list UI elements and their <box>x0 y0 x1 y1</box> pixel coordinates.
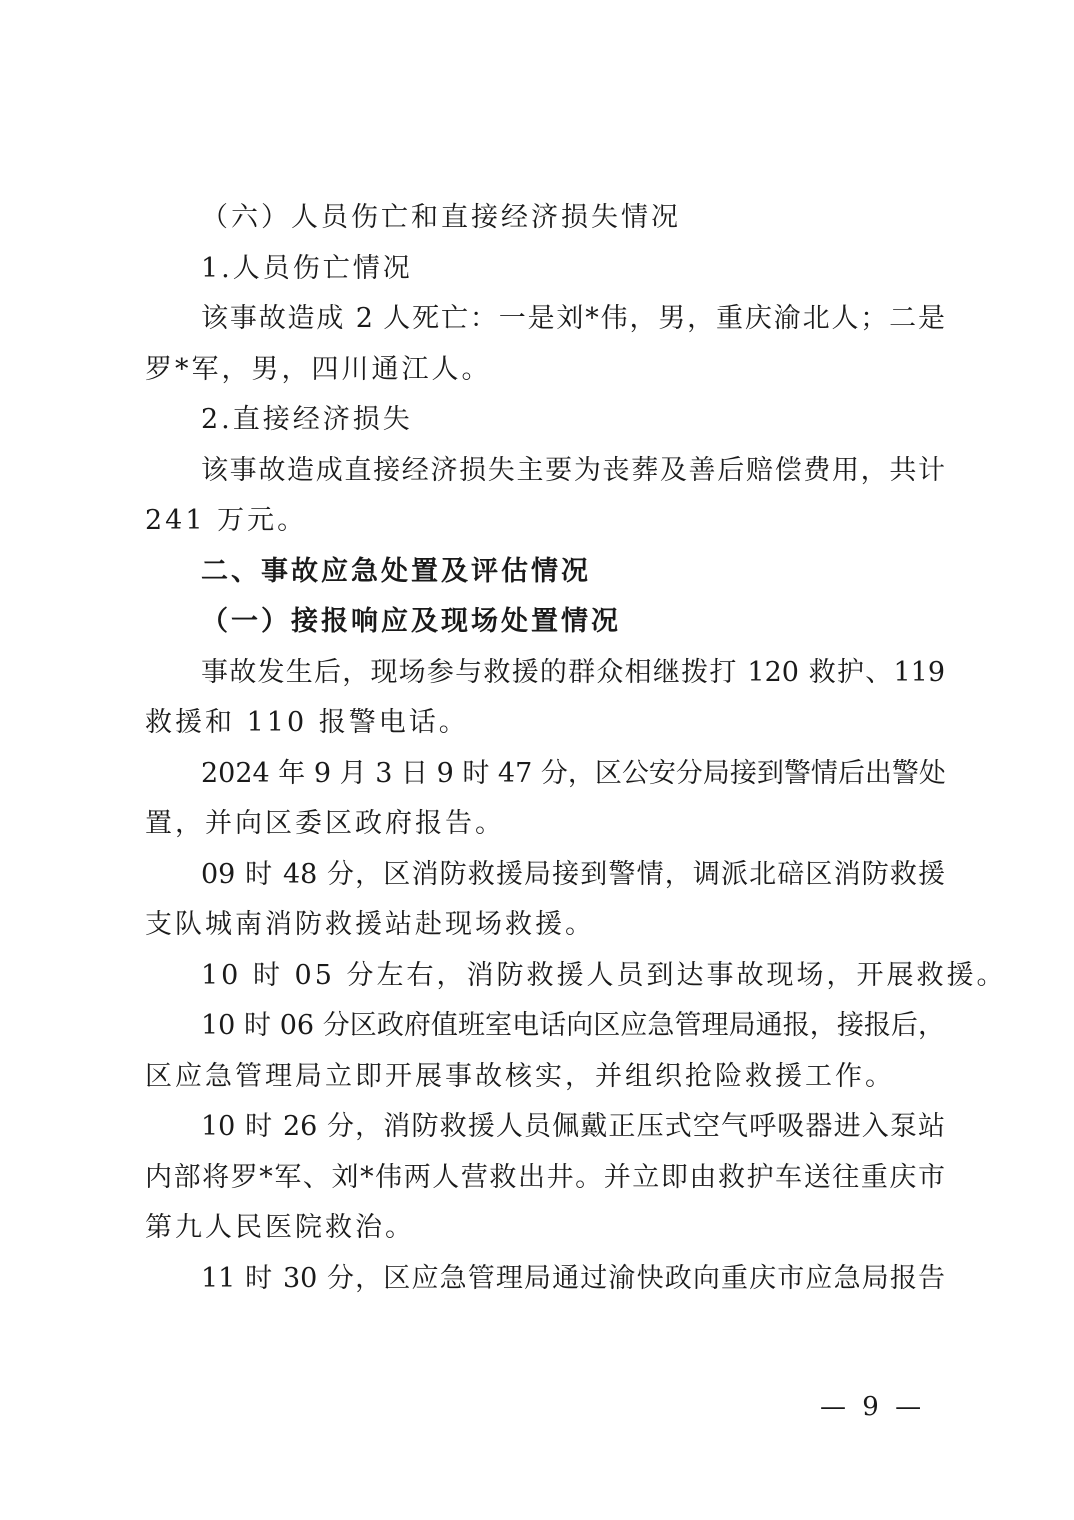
paragraph-police-line-2: 置，并向区委区政府报告。 <box>145 808 505 839</box>
paragraph-fire-dispatch-line-2: 支队城南消防救援站赴现场救援。 <box>145 909 595 940</box>
section-heading-emergency-response: 二、事故应急处置及评估情况 <box>201 555 591 587</box>
paragraph-rescue-line-1: 10 时 26 分，消防救援人员佩戴正压式空气呼吸器进入泵站 <box>201 1111 945 1142</box>
paragraph-calls-line-2: 救援和 110 报警电话。 <box>145 707 469 738</box>
subheading-economic-loss: 2.直接经济损失 <box>201 404 413 435</box>
subheading-casualties: 1.人员伤亡情况 <box>201 252 413 284</box>
paragraph-casualties-line-2: 罗*军，男，四川通江人。 <box>145 353 492 385</box>
paragraph-report-line-1: 11 时 30 分，区应急管理局通过渝快政向重庆市应急局报告 <box>201 1262 945 1294</box>
paragraph-casualties-line-1: 该事故造成 2 人死亡：一是刘*伟，男，重庆渝北人；二是 <box>201 303 945 334</box>
paragraph-fire-dispatch-line-1: 09 时 48 分，区消防救援局接到警情，调派北碚区消防救援 <box>201 858 945 890</box>
paragraph-economic-loss-line-1: 该事故造成直接经济损失主要为丧葬及善后赔偿费用，共计 <box>201 454 945 486</box>
paragraph-duty-office-line-1: 10 时 06 分区政府值班室电话向区应急管理局通报，接报后， <box>201 1010 945 1041</box>
page-number: — 9 — <box>820 1392 926 1422</box>
paragraph-rescue-line-3: 第九人民医院救治。 <box>145 1212 415 1243</box>
paragraph-calls-line-1: 事故发生后，现场参与救援的群众相继拨打 120 救护、119 <box>201 656 945 688</box>
paragraph-duty-office-line-2: 区应急管理局立即开展事故核实，并组织抢险救援工作。 <box>145 1060 895 1092</box>
paragraph-police-line-1: 2024 年 9 月 3 日 9 时 47 分，区公安分局接到警情后出警处 <box>201 757 946 789</box>
paragraph-arrival: 10 时 05 分左右，消防救援人员到达事故现场，开展救援。 <box>201 959 1007 991</box>
subsection-heading-response-onsite: （一）接报响应及现场处置情况 <box>201 606 621 637</box>
section-heading-casualties-losses: （六）人员伤亡和直接经济损失情况 <box>201 202 681 233</box>
paragraph-economic-loss-line-2: 241 万元。 <box>145 505 308 536</box>
paragraph-rescue-line-2: 内部将罗*军、刘*伟两人营救出井。并立即由救护车送往重庆市 <box>145 1161 945 1193</box>
document-body <box>145 193 1007 1304</box>
